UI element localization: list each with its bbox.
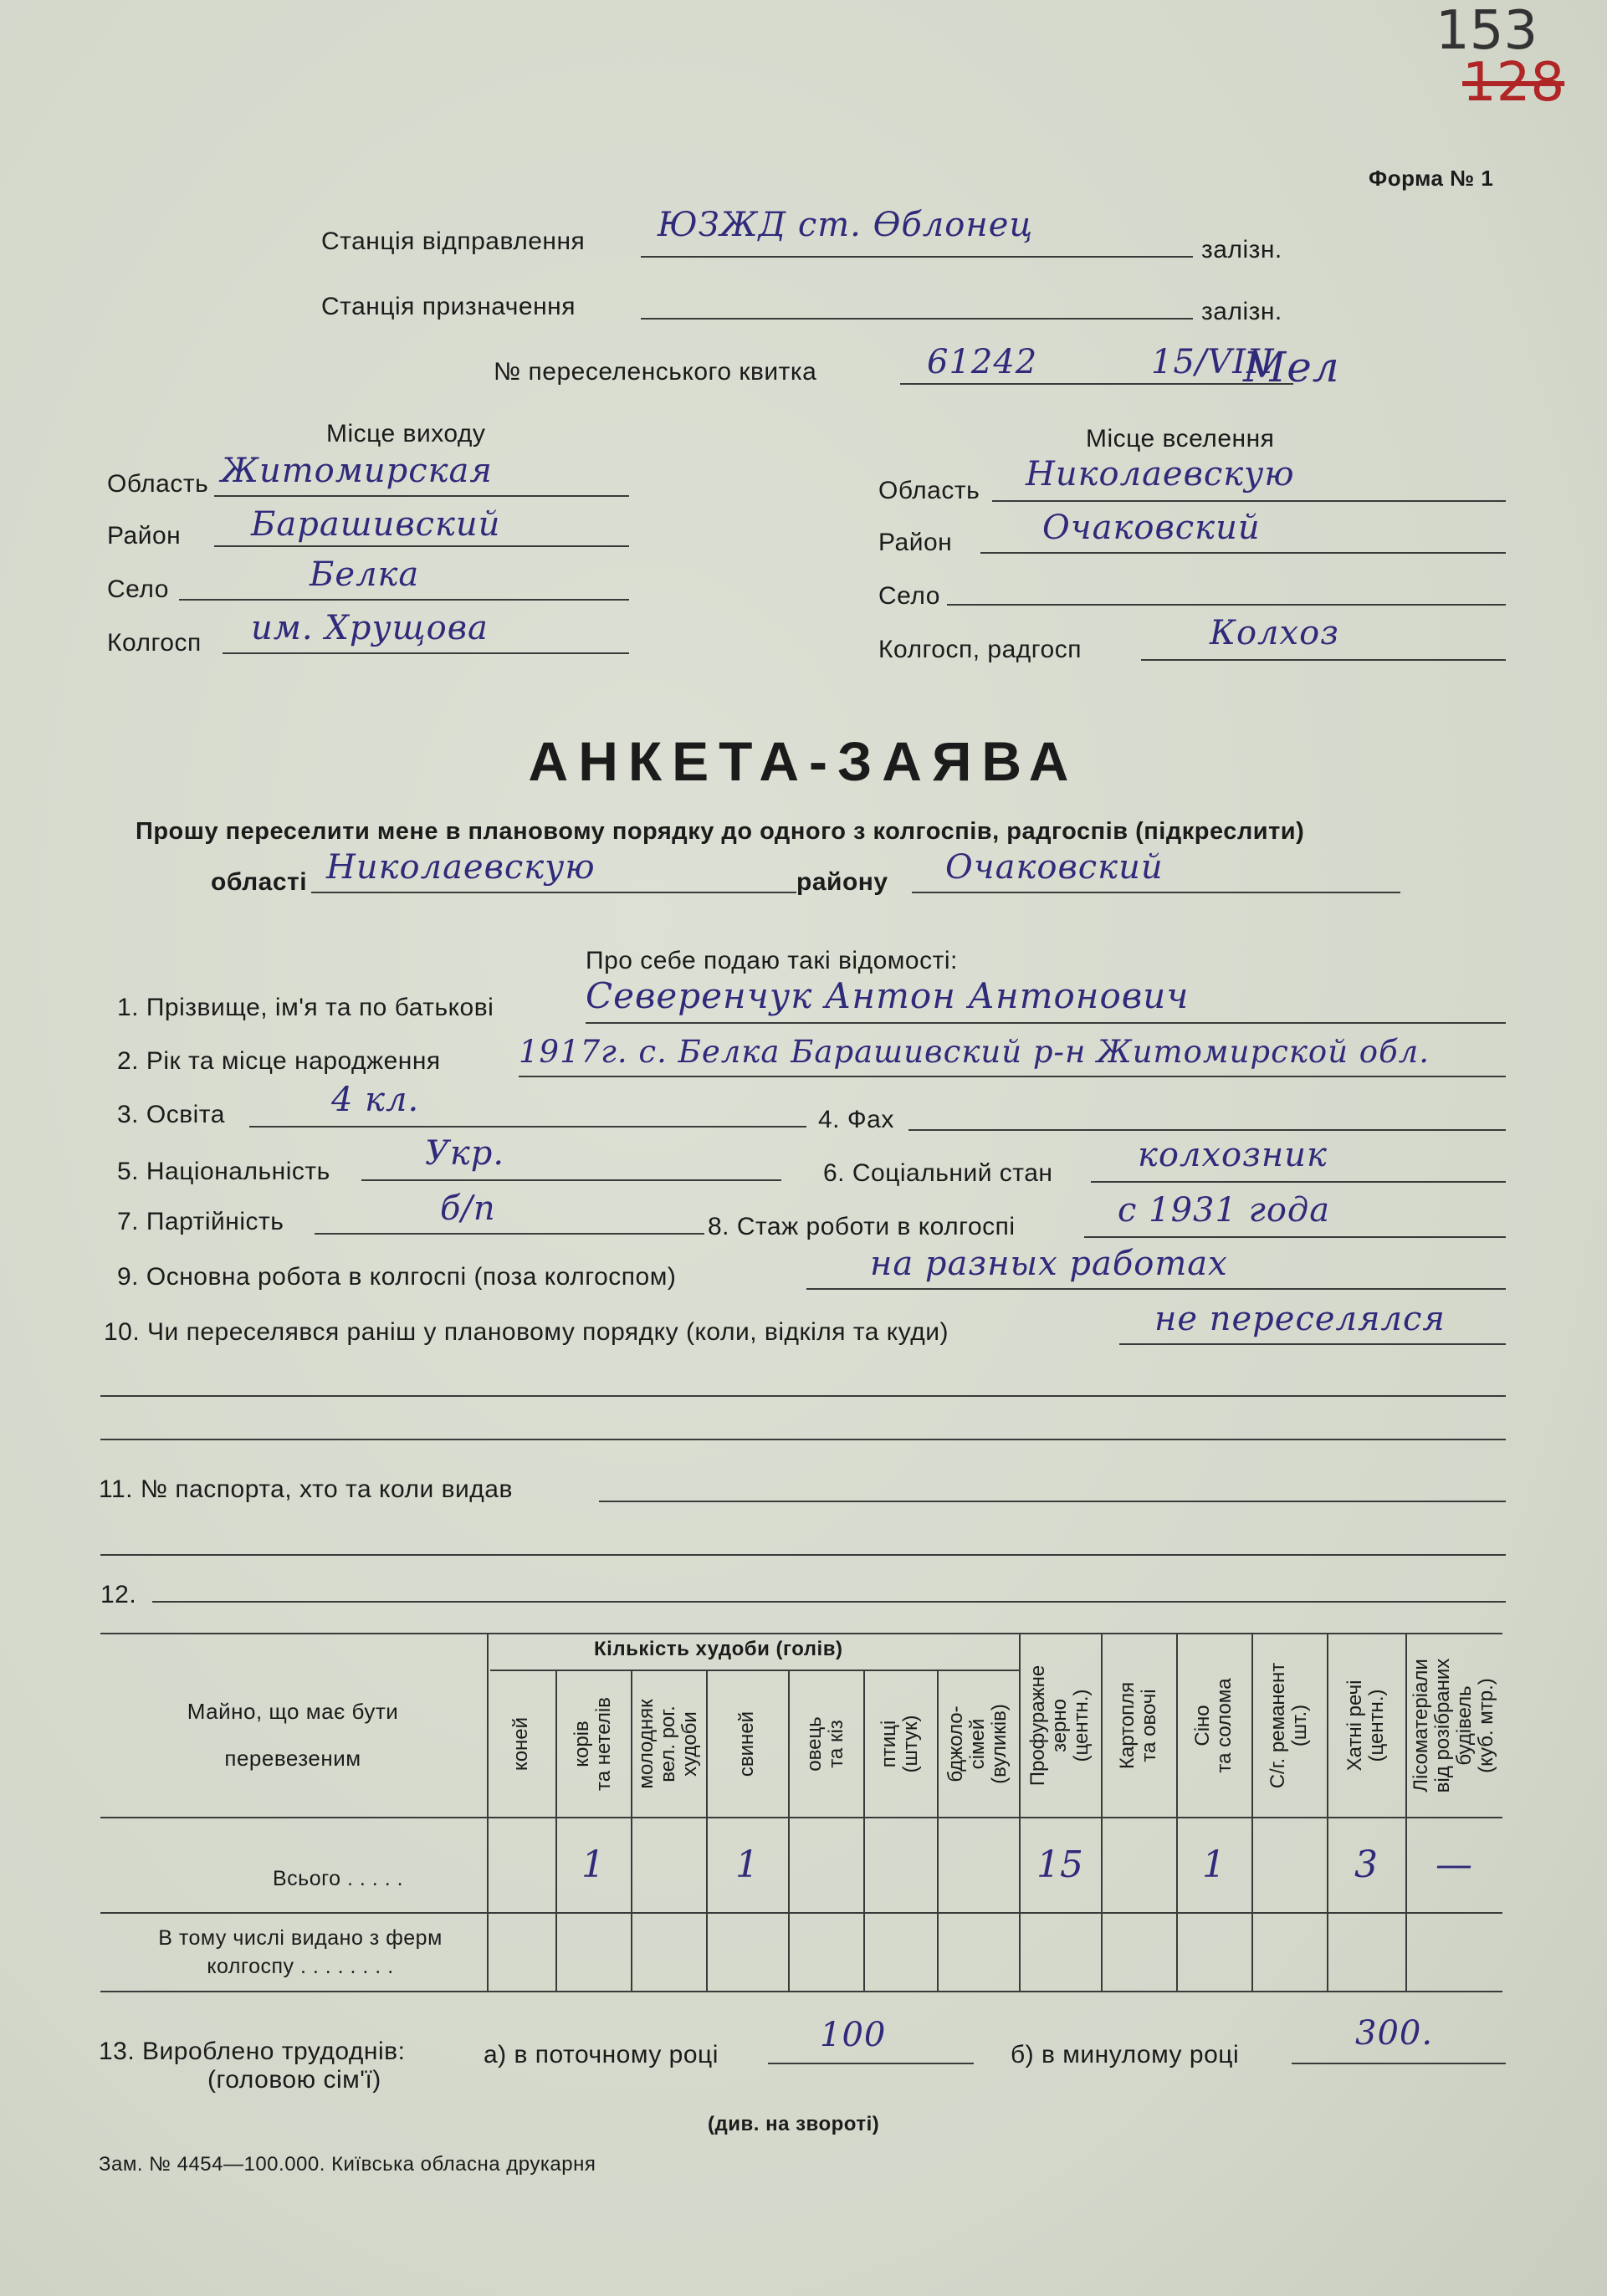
field-10-line-1 (1119, 1343, 1506, 1345)
ticket-number: 61242 (927, 343, 1038, 381)
origin-raion-label: Район (107, 522, 182, 550)
origin-selo-line (179, 599, 629, 601)
table-column-header: свиней (735, 1710, 758, 1777)
railway-label-2: залізн. (1201, 298, 1282, 325)
field-2-value: 1917г. с. Белка Барашивский р-н Житомирской обл. (519, 1034, 1430, 1070)
info-heading: Про себе подаю такі відомості: (586, 947, 958, 974)
departure-value: ЮЗЖД ст. Ѳблонец (658, 206, 1034, 244)
request-raion-line (912, 892, 1400, 893)
form-label: Форма № 1 (1369, 166, 1494, 191)
dest-raion-line (980, 552, 1506, 554)
table-total-cell: 15 (1036, 1843, 1083, 1886)
table-column-header: птиці (штук) (878, 1715, 922, 1773)
origin-selo-value: Белка (310, 555, 420, 594)
field-6-value: колхозник (1138, 1136, 1328, 1174)
ticket-line (900, 383, 1293, 385)
table-row-header-text: Майно, що має бути перевезеним (187, 1699, 399, 1771)
origin-raion-line (214, 545, 629, 547)
field-8-line (1084, 1236, 1506, 1238)
archive-number-struck: 128 (1462, 52, 1565, 114)
field-8-label: 8. Стаж роботи в колгоспі (708, 1213, 1016, 1240)
workdays-current-label: а) в поточному році (484, 2041, 719, 2068)
field-3-value: 4 кл. (331, 1081, 420, 1119)
printer-note: Зам. № 4454—100.000. Київська обласна друкарня (99, 2153, 596, 2176)
table-total-cell: 3 (1354, 1843, 1378, 1886)
dest-selo-label: Село (878, 582, 940, 610)
field-1-line (586, 1022, 1506, 1024)
request-oblast-line (311, 892, 796, 893)
destination-heading: Місце вселення (1086, 425, 1275, 453)
field-2-label: 2. Рік та місце народження (117, 1047, 441, 1075)
table-column-header: бджоло- сімей (вуликів) (944, 1704, 1011, 1784)
table-top-border (100, 1633, 1502, 1634)
workdays-previous-label: б) в минулому році (1011, 2041, 1240, 2068)
field-12-label: 12. (100, 1581, 137, 1608)
destination-station-line (641, 318, 1193, 320)
field-5-value: Укр. (425, 1134, 505, 1173)
ticket-signature: Мел (1243, 343, 1340, 391)
field-5-line (361, 1179, 781, 1181)
field-1-value: Северенчук Антон Антонович (586, 975, 1190, 1016)
origin-oblast-label: Область (107, 470, 209, 498)
field-12-line (152, 1601, 1506, 1603)
origin-heading: Місце виходу (326, 420, 486, 447)
dest-raion-label: Район (878, 529, 953, 556)
departure-label: Станція відправлення (321, 228, 586, 255)
table-column-header: Хатні речі (центн.) (1343, 1680, 1388, 1772)
field-1-label: 1. Прізвище, ім'я та по батькові (117, 994, 494, 1021)
table-farm-label-text: В тому числі видано з ферм колгоспу . . . . . . . . (158, 1926, 443, 1978)
table-column-header: С/г. реманент (шт.) (1267, 1662, 1311, 1789)
table-farm-label (120, 1924, 480, 1981)
dest-kolhosp-line (1141, 659, 1506, 661)
table-group-divider (490, 1670, 1019, 1671)
table-column-header: овець та кіз (803, 1716, 847, 1772)
field-3-label: 3. Освіта (117, 1101, 225, 1128)
table-group-header: Кількість худоби (голів) (594, 1638, 843, 1660)
form-title: АНКЕТА-ЗАЯВА (528, 730, 1079, 792)
table-total-cell: — (1436, 1843, 1472, 1886)
request-oblast-label: області (211, 868, 308, 896)
table-bottom-border (100, 1991, 1502, 1992)
origin-raion-value: Барашивский (251, 505, 501, 544)
field-11-line-2 (100, 1554, 1506, 1556)
ticket-date: 15/VIII (1151, 343, 1275, 381)
dest-oblast-value: Николаевскую (1026, 455, 1295, 493)
origin-selo-label: Село (107, 575, 169, 603)
origin-kolhosp-value: им. Хрущова (251, 609, 489, 647)
ticket-label: № переселенського квитка (494, 358, 817, 386)
dest-oblast-line (992, 500, 1506, 502)
see-back-note: (див. на звороті) (708, 2113, 880, 2135)
archive-number: 153 (1436, 0, 1538, 62)
request-oblast-value: Николаевскую (326, 848, 596, 887)
table-column-header: Профуражне зерно (центн.) (1026, 1664, 1093, 1787)
destination-station-label: Станція призначення (321, 293, 576, 320)
field-5-label: 5. Національність (117, 1158, 330, 1185)
property-table (100, 1633, 1502, 1992)
table-header-bottom (100, 1817, 1502, 1818)
table-row-header (151, 1688, 435, 1782)
workdays-sublabel: (головою сім'ї) (207, 2066, 381, 2094)
table-total-cell: 1 (735, 1843, 759, 1886)
field-10-label: 10. Чи переселявся раніш у плановому порядку (коли, відкіля та куди) (104, 1318, 949, 1346)
request-text: Прошу переселити мене в плановому порядку до одного з колгоспів, радгоспів (підкреслити) (136, 818, 1305, 845)
table-column-header: Лісоматеріали від розібраних будівель (куб. мтр.) (1410, 1658, 1497, 1793)
field-9-label: 9. Основна робота в колгоспі (поза колгоспом) (117, 1263, 677, 1291)
field-6-line (1091, 1181, 1506, 1183)
field-3-line (249, 1126, 806, 1128)
dest-oblast-label: Область (878, 477, 980, 504)
workdays-previous-value: 300. (1355, 2014, 1434, 2053)
field-10-line-2 (100, 1395, 1506, 1397)
table-row-divider (100, 1912, 1502, 1914)
field-10-line-3 (100, 1439, 1506, 1440)
field-4-line (908, 1129, 1506, 1131)
field-8-value: с 1931 года (1118, 1191, 1331, 1230)
table-total-cell: 1 (1202, 1843, 1226, 1886)
origin-oblast-value: Житомирская (221, 452, 493, 490)
table-column-header: Картопля та овочі (1116, 1681, 1160, 1770)
field-6-label: 6. Соціальний стан (823, 1159, 1053, 1187)
dest-raion-value: Очаковский (1042, 509, 1261, 547)
field-7-label: 7. Партійність (117, 1208, 284, 1235)
field-7-line (315, 1233, 704, 1235)
table-total-cell: 1 (581, 1843, 605, 1886)
field-11-label: 11. № паспорта, хто та коли видав (99, 1475, 513, 1503)
departure-line (641, 256, 1193, 258)
field-7-value: б/п (440, 1189, 496, 1228)
field-10-value: не переселялся (1154, 1300, 1446, 1338)
table-column-header: корів та нетелів (571, 1697, 615, 1791)
request-raion-value: Очаковский (945, 848, 1164, 887)
dest-kolhosp-value: Колхоз (1210, 614, 1339, 652)
field-2-line (519, 1076, 1506, 1077)
field-9-value: на разных работах (870, 1245, 1228, 1283)
workdays-label: 13. Вироблено трудоднів: (99, 2038, 406, 2065)
origin-oblast-line (214, 495, 629, 497)
dest-kolhosp-label: Колгосп, радгосп (878, 636, 1082, 663)
workdays-previous-line (1292, 2063, 1506, 2064)
railway-label-1: залізн. (1201, 236, 1282, 263)
table-column-header: коней (509, 1716, 532, 1772)
table-total-label: Всього . . . . . (273, 1867, 404, 1890)
table-column-header: Сіно та солома (1191, 1678, 1236, 1773)
origin-kolhosp-label: Колгосп (107, 629, 202, 657)
table-column-header: молодняк вел. рог. худоби (635, 1699, 701, 1789)
dest-selo-line (947, 604, 1506, 606)
field-9-line (806, 1288, 1506, 1290)
field-11-line-1 (599, 1501, 1506, 1502)
workdays-current-value: 100 (820, 2016, 887, 2054)
request-raion-label: району (796, 868, 888, 896)
field-4-label: 4. Фах (818, 1106, 894, 1133)
origin-kolhosp-line (223, 652, 629, 654)
workdays-current-line (768, 2063, 974, 2064)
